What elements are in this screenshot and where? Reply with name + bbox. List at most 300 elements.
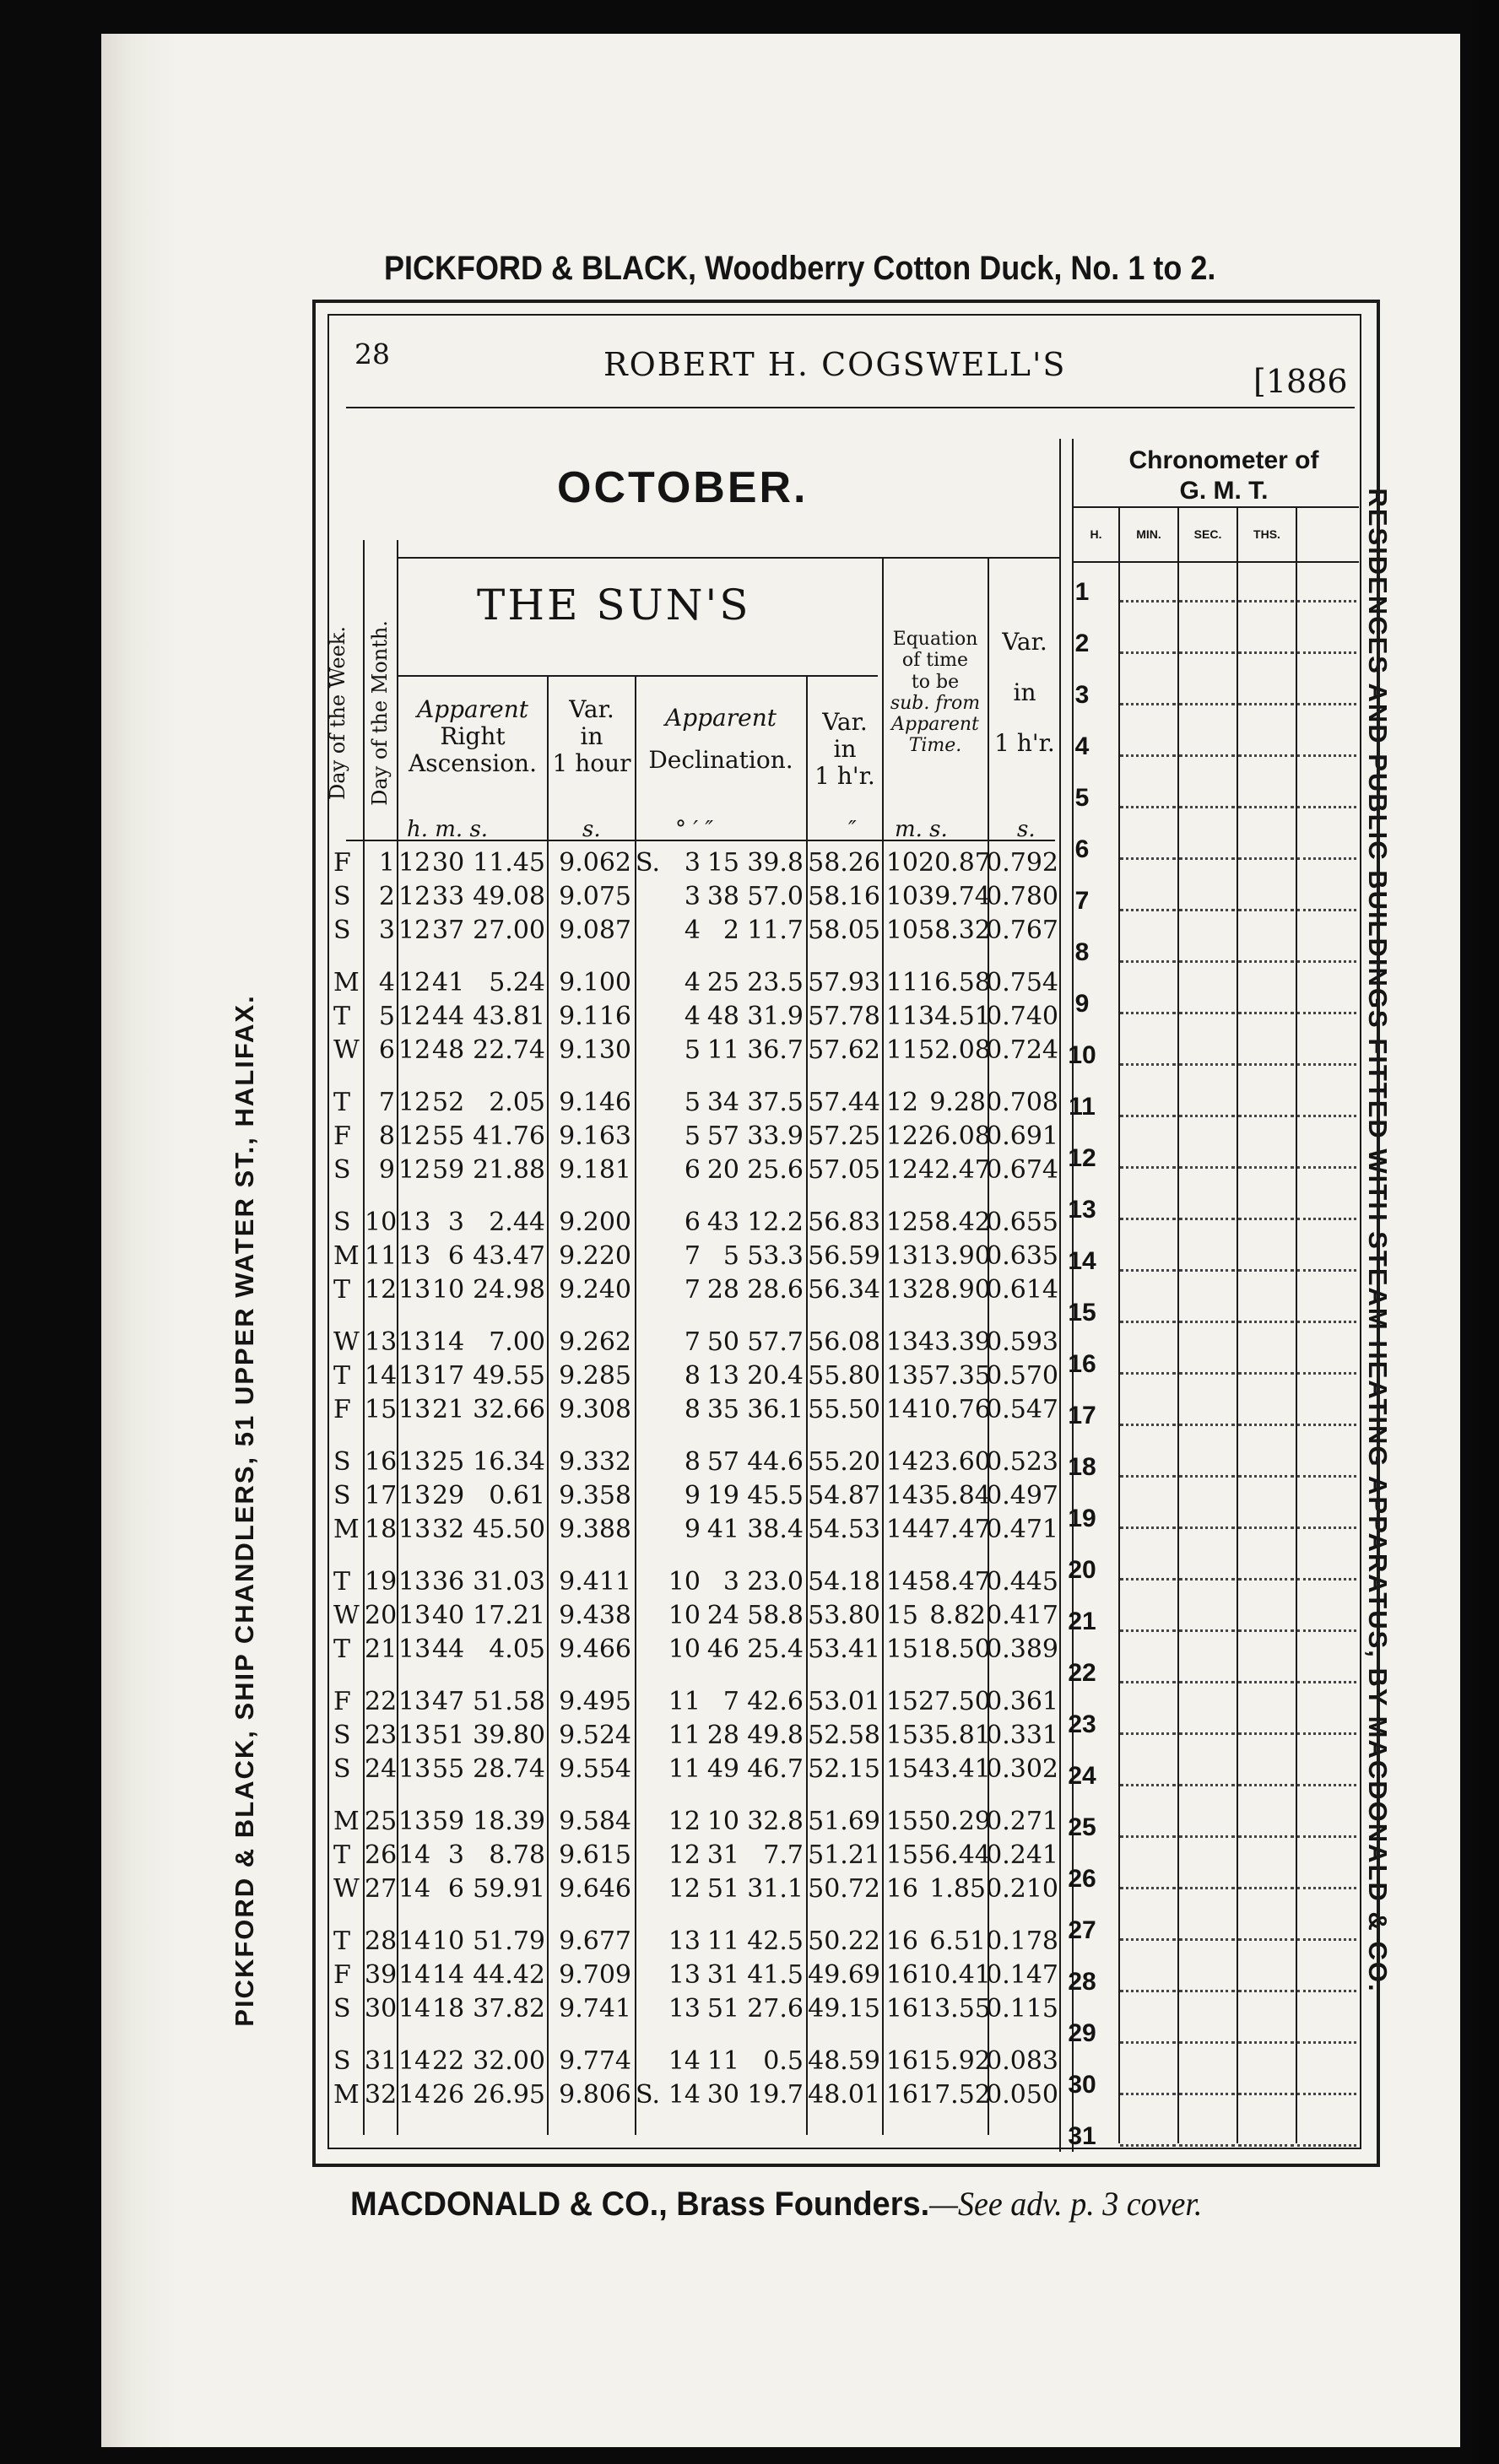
cell-eq-seconds: 43.39 [918, 1327, 991, 1357]
chron-title-line2: G. M. T. [1179, 477, 1269, 505]
cell-ra-minutes: 51 [432, 1721, 465, 1750]
chron-entry-line [1238, 781, 1294, 808]
cell-dec-minutes: 11 [706, 2046, 739, 2076]
chron-day-number: 1 [1074, 578, 1090, 606]
chron-entry-line [1238, 1810, 1294, 1838]
cell-dec-minutes: 24 [706, 1601, 739, 1630]
header-day-of-week: Day of the Week. [326, 626, 349, 800]
cell-eq-seconds: 10.41 [918, 1960, 991, 1990]
cell-declination-direction: S. [636, 848, 661, 878]
eq-line4: sub. from [890, 692, 981, 714]
cell-day: 27 [365, 1874, 398, 1904]
cell-var-1-hour: 9.411 [559, 1567, 631, 1597]
cell-ra-seconds: 45.50 [473, 1515, 545, 1544]
chron-day-number: 17 [1068, 1402, 1096, 1429]
chron-entry-line [1179, 1141, 1235, 1169]
cell-eq-minutes: 13 [885, 1361, 918, 1391]
cell-var-1-hour: 9.806 [559, 2080, 631, 2110]
cell-ra-minutes: 55 [432, 1754, 465, 1784]
chron-day-number: 14 [1068, 1247, 1096, 1275]
cell-weekday: W [333, 1327, 360, 1357]
cell-dec-minutes: 57 [706, 1121, 739, 1151]
chron-entry-line [1120, 1656, 1176, 1683]
cell-day: 1 [378, 848, 395, 878]
chron-entry-line [1297, 1759, 1356, 1786]
chron-entry-line [1238, 1450, 1294, 1478]
cell-var-2: 50.72 [808, 1874, 880, 1904]
chron-entry-line [1238, 1501, 1294, 1529]
cell-var-2: 55.80 [808, 1361, 880, 1391]
cell-ra-hours: 13 [398, 1754, 431, 1784]
bottom-banner [350, 2184, 1202, 2224]
cell-dec-minutes: 48 [706, 1002, 739, 1031]
cell-dec-degrees: 9 [684, 1481, 701, 1510]
cell-ra-minutes: 41 [432, 968, 465, 997]
cell-weekday: S [333, 1208, 351, 1237]
cell-ra-hours: 12 [398, 882, 431, 911]
cell-ra-seconds: 43.47 [473, 1241, 545, 1271]
cell-eq-minutes: 15 [885, 1754, 918, 1784]
cell-var-1-hour: 9.075 [559, 882, 631, 911]
cell-dec-degrees: 7 [684, 1275, 701, 1305]
chron-day-number: 11 [1069, 1093, 1096, 1121]
chron-entry-line [1120, 626, 1176, 654]
cell-ra-hours: 13 [398, 1601, 431, 1630]
chron-entry-line [1120, 2119, 1176, 2147]
chron-entry-line [1297, 1810, 1356, 1838]
chron-day-number: 10 [1068, 1041, 1096, 1069]
cell-ra-seconds: 11.45 [473, 848, 545, 878]
chron-entry-line [1238, 1347, 1294, 1375]
cell-weekday: T [333, 1635, 351, 1664]
cell-eq-seconds: 35.84 [918, 1481, 991, 1510]
chron-entry-line [1120, 1295, 1176, 1323]
dec-line2: Declination. [648, 746, 793, 775]
chron-entry-line [1179, 1192, 1235, 1220]
chron-entry-line [1297, 678, 1356, 705]
cell-dec-seconds: 27.6 [747, 1994, 804, 2024]
chron-day-number: 27 [1068, 1916, 1096, 1944]
cell-ra-minutes: 48 [432, 1035, 465, 1065]
chron-day-number: 18 [1068, 1453, 1096, 1481]
chron-entry-line [1120, 1964, 1176, 1992]
cell-ra-seconds: 31.03 [473, 1567, 545, 1597]
cell-dec-seconds: 0.5 [763, 2046, 804, 2076]
header-right-ascension [400, 696, 545, 778]
cell-ra-seconds: 51.58 [473, 1687, 545, 1716]
cell-ra-hours: 14 [398, 2080, 431, 2110]
chron-entry-line [1297, 2067, 1356, 2095]
chron-entry-line [1120, 1398, 1176, 1426]
cell-dec-minutes: 51 [706, 1874, 739, 1904]
cell-ra-minutes: 22 [432, 2046, 465, 2076]
cell-var-3: 0.792 [986, 848, 1058, 878]
unit-eq: m. s. [895, 817, 948, 842]
var2-line2: in [833, 735, 857, 764]
cell-ra-seconds: 49.55 [473, 1361, 545, 1391]
cell-dec-minutes: 10 [706, 1807, 739, 1836]
cell-var-3: 0.210 [986, 1874, 1058, 1904]
chron-rule-2 [1072, 561, 1359, 563]
cell-dec-minutes: 28 [706, 1721, 739, 1750]
eq-line3: to be [911, 671, 960, 693]
cell-day: 3 [378, 916, 395, 945]
cell-dec-seconds: 38.4 [747, 1515, 804, 1544]
chron-entry-line [1120, 1810, 1176, 1838]
cell-eq-minutes: 16 [885, 2080, 918, 2110]
cell-dec-seconds: 31.1 [747, 1874, 804, 1904]
chron-day-number: 16 [1068, 1350, 1096, 1378]
chron-day-number: 2 [1074, 630, 1090, 657]
cell-var-2: 53.80 [808, 1601, 880, 1630]
cell-eq-seconds: 10.76 [918, 1395, 991, 1424]
cell-var-1-hour: 9.262 [559, 1327, 631, 1357]
chron-entry-line [1179, 2067, 1235, 2095]
chron-day-number: 22 [1068, 1659, 1096, 1687]
cell-ra-hours: 13 [398, 1275, 431, 1305]
cell-day: 14 [365, 1361, 398, 1391]
chron-entry-line [1179, 2016, 1235, 2044]
chron-entry-line [1297, 1347, 1356, 1375]
cell-dec-minutes: 20 [706, 1155, 739, 1185]
cell-day: 17 [365, 1481, 398, 1510]
cell-weekday: M [333, 1515, 360, 1544]
cell-dec-minutes: 11 [706, 1926, 739, 1956]
chron-entry-line [1120, 1141, 1176, 1169]
chron-rule-1 [1072, 506, 1359, 508]
chron-entry-line [1238, 1862, 1294, 1889]
chron-entry-line [1179, 729, 1235, 757]
cell-ra-minutes: 26 [432, 2080, 465, 2110]
cell-var-3: 0.115 [986, 1994, 1058, 2024]
chron-entry-line [1297, 1398, 1356, 1426]
chron-entry-line [1238, 575, 1294, 602]
var3-line2: in [1013, 678, 1036, 707]
cell-dec-minutes: 2 [722, 916, 739, 945]
cell-dec-minutes: 3 [722, 1567, 739, 1597]
cell-dec-degrees: 7 [684, 1327, 701, 1357]
chron-entry-line [1179, 1295, 1235, 1323]
cell-eq-minutes: 10 [885, 916, 918, 945]
cell-weekday: F [333, 1687, 351, 1716]
chron-entry-line [1120, 1604, 1176, 1632]
chron-entry-line [1120, 1913, 1176, 1941]
cell-ra-seconds: 32.00 [473, 2046, 545, 2076]
chron-entry-line [1179, 1450, 1235, 1478]
cell-ra-minutes: 17 [432, 1361, 465, 1391]
cell-eq-minutes: 15 [885, 1807, 918, 1836]
publisher-title: ROBERT H. COGSWELL'S [603, 346, 1067, 383]
cell-var-2: 54.87 [808, 1481, 880, 1510]
cell-day: 23 [365, 1721, 398, 1750]
cell-var-3: 0.147 [986, 1960, 1058, 1990]
cell-var-3: 0.178 [986, 1926, 1058, 1956]
cell-day: 8 [378, 1121, 395, 1151]
cell-dec-minutes: 57 [706, 1447, 739, 1477]
cell-weekday: S [333, 1994, 351, 2024]
cell-ra-hours: 13 [398, 1241, 431, 1271]
chron-entry-line [1179, 1964, 1235, 1992]
cell-eq-seconds: 13.55 [918, 1994, 991, 2024]
cell-eq-minutes: 14 [885, 1481, 918, 1510]
var2-line1: Var. [822, 708, 868, 736]
cell-var-2: 48.01 [808, 2080, 880, 2110]
cell-dec-minutes: 13 [706, 1361, 739, 1391]
cell-dec-minutes: 50 [706, 1327, 739, 1357]
chron-entry-line [1297, 626, 1356, 654]
cell-dec-degrees: 6 [684, 1208, 701, 1237]
cell-ra-seconds: 51.79 [473, 1926, 545, 1956]
chron-title-line1: Chronometer of [1128, 446, 1319, 474]
cell-ra-hours: 13 [398, 1567, 431, 1597]
eq-line2: of time [901, 650, 969, 672]
cell-ra-seconds: 24.98 [473, 1275, 545, 1305]
cell-ra-seconds: 49.08 [473, 882, 545, 911]
cell-dec-degrees: 12 [668, 1840, 701, 1870]
cell-ra-seconds: 16.34 [473, 1447, 545, 1477]
cell-eq-seconds: 27.50 [918, 1687, 991, 1716]
cell-weekday: S [333, 1481, 351, 1510]
cell-dec-degrees: 12 [668, 1807, 701, 1836]
chron-entry-line [1179, 678, 1235, 705]
cell-day: 10 [365, 1208, 398, 1237]
cell-ra-minutes: 59 [432, 1155, 465, 1185]
chron-day-number: 15 [1068, 1299, 1096, 1327]
cell-dec-degrees: 10 [668, 1601, 701, 1630]
var1-line3: 1 hour [552, 749, 631, 778]
cell-day: 4 [378, 968, 395, 997]
cell-day: 28 [365, 1926, 398, 1956]
cell-eq-minutes: 16 [885, 1926, 918, 1956]
cell-eq-minutes: 11 [885, 1035, 918, 1065]
chron-entry-line [1120, 832, 1176, 860]
chron-entry-line [1238, 1656, 1294, 1683]
cell-dec-degrees: 11 [668, 1687, 701, 1716]
chron-day-number: 25 [1068, 1813, 1096, 1841]
chron-entry-line [1297, 1295, 1356, 1323]
chron-entry-line [1179, 626, 1235, 654]
cell-var-2: 56.08 [808, 1327, 880, 1357]
cell-day: 21 [365, 1635, 398, 1664]
cell-day: 5 [378, 1002, 395, 1031]
cell-eq-seconds: 18.50 [918, 1635, 991, 1664]
cell-var-1-hour: 9.116 [559, 1002, 631, 1031]
cell-eq-minutes: 14 [885, 1447, 918, 1477]
cell-var-1-hour: 9.584 [559, 1807, 631, 1836]
cell-var-2: 54.53 [808, 1515, 880, 1544]
cell-ra-seconds: 44.42 [473, 1960, 545, 1990]
cell-var-2: 58.26 [808, 848, 880, 878]
cell-ra-minutes: 32 [432, 1515, 465, 1544]
cell-var-1-hour: 9.100 [559, 968, 631, 997]
cell-ra-minutes: 37 [432, 916, 465, 945]
cell-ra-hours: 12 [398, 1002, 431, 1031]
cell-var-3: 0.767 [986, 916, 1058, 945]
cell-dec-degrees: 12 [668, 1874, 701, 1904]
chron-entry-line [1238, 678, 1294, 705]
chron-entry-line [1238, 1295, 1294, 1323]
cell-eq-seconds: 56.44 [918, 1840, 991, 1870]
rule-under-month [397, 557, 1059, 559]
cell-ra-hours: 12 [398, 1155, 431, 1185]
cell-ra-seconds: 5.24 [489, 968, 545, 997]
cell-ra-minutes: 30 [432, 848, 465, 878]
cell-day: 32 [365, 2080, 398, 2110]
cell-ra-minutes: 25 [432, 1447, 465, 1477]
cell-dec-degrees: 5 [684, 1035, 701, 1065]
cell-day: 12 [365, 1275, 398, 1305]
ra-line2: Right [440, 722, 506, 751]
chron-entry-line [1297, 1501, 1356, 1529]
cell-dec-degrees: 13 [668, 1994, 701, 2024]
cell-day: 31 [365, 2046, 398, 2076]
cell-ra-seconds: 4.05 [489, 1635, 545, 1664]
cell-weekday: T [333, 1361, 351, 1391]
cell-ra-seconds: 37.82 [473, 1994, 545, 2024]
chron-col-label-min: MIN. [1136, 527, 1161, 541]
chron-entry-line [1238, 1398, 1294, 1426]
chron-entry-line [1238, 1604, 1294, 1632]
cell-var-1-hour: 9.646 [559, 1874, 631, 1904]
cell-dec-minutes: 30 [706, 2080, 739, 2110]
chron-day-number: 9 [1074, 990, 1090, 1018]
cell-ra-hours: 13 [398, 1635, 431, 1664]
chron-entry-line [1297, 935, 1356, 963]
chron-entry-line [1179, 1810, 1235, 1838]
cell-var-3: 0.523 [986, 1447, 1058, 1477]
chron-entry-line [1238, 832, 1294, 860]
cell-var-2: 51.21 [808, 1840, 880, 1870]
chron-entry-line [1120, 1450, 1176, 1478]
cell-eq-seconds: 58.42 [918, 1208, 991, 1237]
cell-dec-minutes: 49 [706, 1754, 739, 1784]
chron-day-number: 26 [1068, 1865, 1096, 1893]
cell-day: 25 [365, 1807, 398, 1836]
cell-ra-minutes: 55 [432, 1121, 465, 1151]
unit-dec: ° ′ ″ [675, 817, 714, 842]
cell-dec-seconds: 23.5 [747, 968, 804, 997]
chron-day-number: 19 [1068, 1505, 1096, 1532]
cell-var-3: 0.570 [986, 1361, 1058, 1391]
cell-dec-minutes: 31 [706, 1960, 739, 1990]
chron-entry-line [1120, 729, 1176, 757]
cell-dec-seconds: 31.9 [747, 1002, 804, 1031]
cell-day: 19 [365, 1567, 398, 1597]
cell-weekday: M [333, 968, 360, 997]
chron-entry-line [1297, 832, 1356, 860]
rule-under-title [346, 407, 1355, 408]
cell-day: 13 [365, 1327, 398, 1357]
cell-var-2: 51.69 [808, 1807, 880, 1836]
eq-line6: Time. [908, 735, 962, 757]
cell-eq-minutes: 16 [885, 1994, 918, 2024]
chron-day-number: 24 [1068, 1762, 1096, 1790]
cell-weekday: F [333, 1121, 351, 1151]
chron-entry-line [1179, 1347, 1235, 1375]
cell-eq-minutes: 12 [885, 1155, 918, 1185]
cell-dec-seconds: 36.1 [747, 1395, 804, 1424]
chron-entry-line [1297, 1604, 1356, 1632]
cell-dec-minutes: 31 [706, 1840, 739, 1870]
cell-ra-hours: 13 [398, 1395, 431, 1424]
chron-entry-line [1297, 1707, 1356, 1735]
cell-ra-minutes: 44 [432, 1635, 465, 1664]
cell-dec-degrees: 10 [668, 1567, 701, 1597]
chron-col-label-ths: THS. [1253, 527, 1280, 541]
cell-dec-seconds: 46.7 [747, 1754, 804, 1784]
cell-ra-hours: 14 [398, 2046, 431, 2076]
chron-day-number: 5 [1074, 784, 1090, 812]
cell-ra-hours: 13 [398, 1687, 431, 1716]
cell-dec-seconds: 19.7 [747, 2080, 804, 2110]
chron-day-number: 23 [1068, 1710, 1096, 1738]
cell-day: 16 [365, 1447, 398, 1477]
chron-day-number: 28 [1068, 1968, 1096, 1996]
right-margin-advert: RESIDENCES AND PUBLIC BUILDINGS FITTED WITH STEAM HEATING APPARATUS, BY MACDONALD & CO. [1363, 488, 1393, 1993]
chron-entry-line [1179, 2119, 1235, 2147]
cell-dec-minutes: 15 [706, 848, 739, 878]
cell-var-2: 57.62 [808, 1035, 880, 1065]
cell-var-1-hour: 9.438 [559, 1601, 631, 1630]
chron-entry-line [1120, 1038, 1176, 1066]
cell-eq-minutes: 12 [885, 1208, 918, 1237]
cell-dec-minutes: 43 [706, 1208, 739, 1237]
chron-entry-line [1238, 1553, 1294, 1581]
cell-var-1-hour: 9.220 [559, 1241, 631, 1271]
chron-entry-line [1238, 1759, 1294, 1786]
cell-var-3: 0.691 [986, 1121, 1058, 1151]
header-day-of-month: Day of the Month. [368, 620, 392, 806]
cell-dec-seconds: 45.5 [747, 1481, 804, 1510]
cell-var-3: 0.593 [986, 1327, 1058, 1357]
cell-eq-minutes: 13 [885, 1275, 918, 1305]
cell-day: 26 [365, 1840, 398, 1870]
cell-weekday: T [333, 1840, 351, 1870]
cell-var-3: 0.417 [986, 1601, 1058, 1630]
chron-entry-line [1179, 986, 1235, 1014]
cell-eq-seconds: 34.51 [918, 1002, 991, 1031]
cell-eq-seconds: 42.47 [918, 1155, 991, 1185]
chron-entry-line [1120, 575, 1176, 602]
chron-entry-line [1179, 781, 1235, 808]
cell-eq-minutes: 15 [885, 1635, 918, 1664]
cell-ra-hours: 12 [398, 968, 431, 997]
cell-weekday: S [333, 1155, 351, 1185]
cell-var-2: 58.16 [808, 882, 880, 911]
header-var-1-hour [550, 696, 633, 778]
chron-entry-line [1238, 2119, 1294, 2147]
cell-weekday: F [333, 848, 351, 878]
cell-ra-seconds: 27.00 [473, 916, 545, 945]
chron-entry-line [1238, 2016, 1294, 2044]
cell-var-3: 0.635 [986, 1241, 1058, 1271]
cell-var-2: 58.05 [808, 916, 880, 945]
cell-dec-minutes: 38 [706, 882, 739, 911]
cell-var-3: 0.083 [986, 2046, 1058, 2076]
cell-eq-minutes: 11 [885, 1002, 918, 1031]
chron-entry-line [1120, 1501, 1176, 1529]
cell-dec-seconds: 25.6 [747, 1155, 804, 1185]
chron-entry-line [1297, 575, 1356, 602]
chron-entry-line [1297, 986, 1356, 1014]
cell-ra-hours: 13 [398, 1447, 431, 1477]
cell-day: 18 [365, 1515, 398, 1544]
cell-var-2: 48.59 [808, 2046, 880, 2076]
cell-ra-hours: 14 [398, 1840, 431, 1870]
cell-dec-seconds: 37.5 [747, 1088, 804, 1117]
cell-dec-minutes: 25 [706, 968, 739, 997]
cell-dec-degrees: 14 [668, 2080, 701, 2110]
